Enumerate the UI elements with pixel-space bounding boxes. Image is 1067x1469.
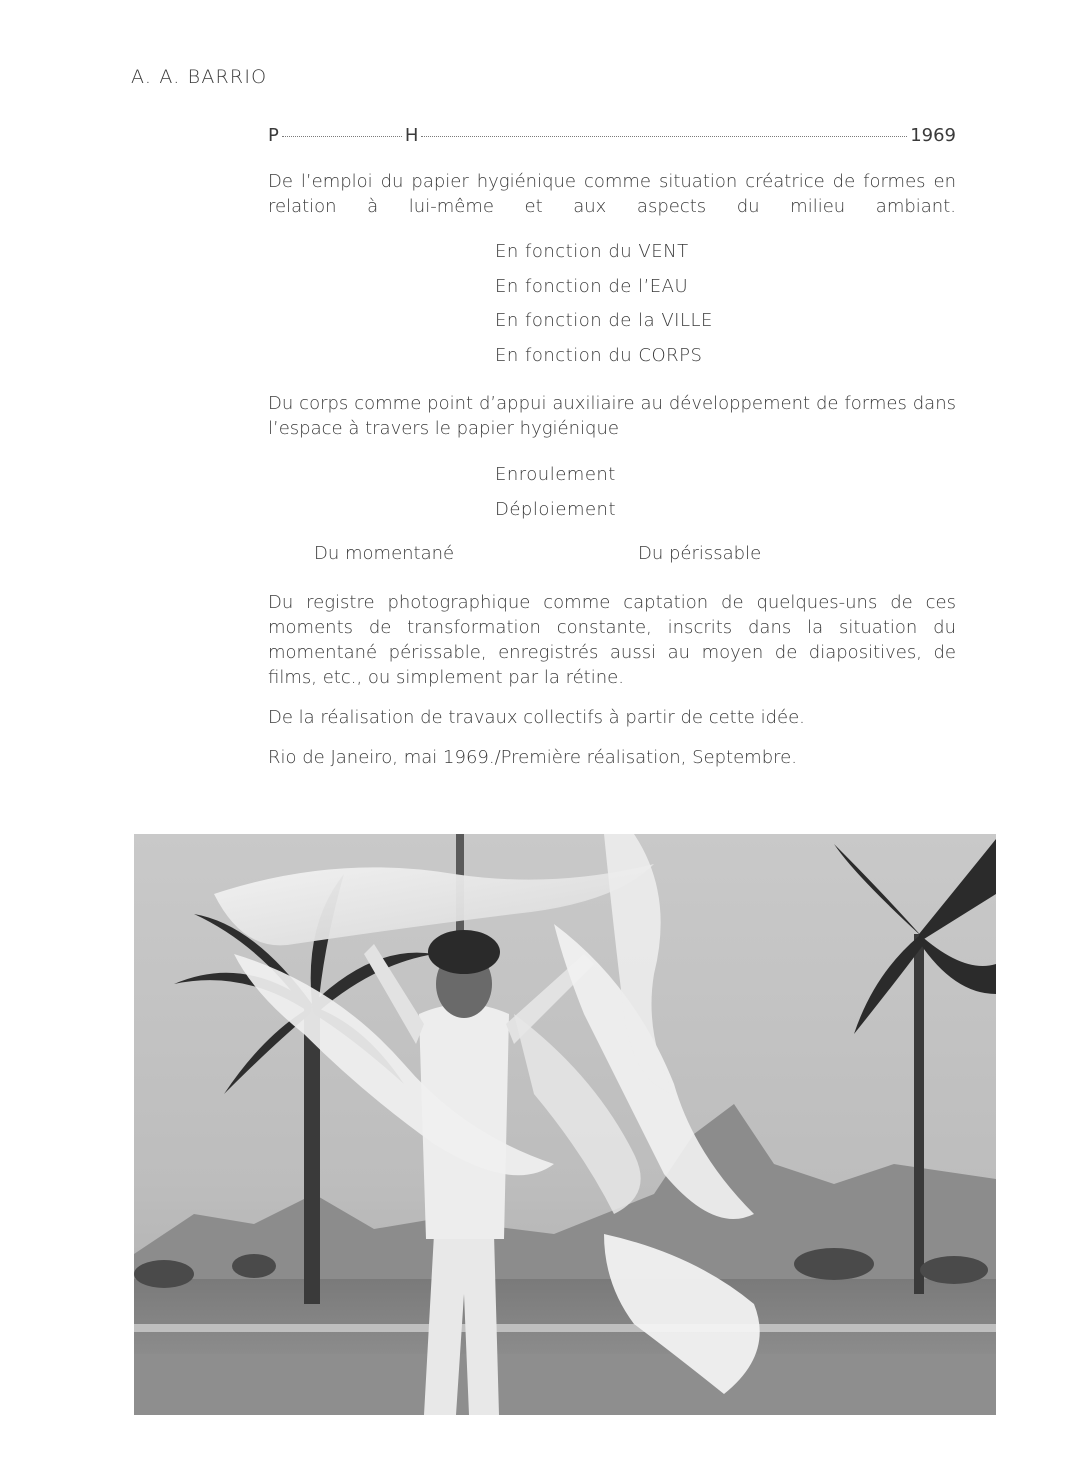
pair-left: Du momentané [314, 543, 455, 564]
paragraph-date-place: Rio de Janeiro, mai 1969./Première réalisation, Septembre. [268, 747, 797, 768]
paragraph-collective: De la réalisation de travaux collectifs à partir de cette idée. [268, 707, 805, 728]
code-letter-p: P [268, 125, 279, 146]
dotted-leader [282, 135, 402, 137]
functions-list [495, 235, 713, 373]
paragraph-intro: De l’emploi du papier hygiénique comme situation créatrice de formes en relation à lui-même et aux aspects du milieu ambiant. [268, 171, 956, 217]
list-item: En fonction de l’EAU [495, 275, 689, 297]
movements-list [495, 458, 616, 527]
title-code-line [268, 123, 956, 148]
dotted-leader [421, 135, 907, 137]
list-item: En fonction de la VILLE [495, 310, 713, 331]
list-item: Déploiement [495, 498, 617, 520]
list-item: Enroulement [495, 464, 616, 485]
list-item: En fonction du VENT [495, 241, 689, 262]
code-year: 1969 [910, 125, 956, 146]
list-item: En fonction du CORPS [495, 344, 703, 366]
code-letter-h: H [404, 125, 419, 146]
pair-right: Du périssable [638, 543, 762, 564]
paragraph-body: Du corps comme point d’appui auxiliaire au développement de formes dans l’espace à travers le papier hygiénique [268, 393, 956, 439]
photo-illustration [134, 834, 996, 1415]
performance-photo [134, 834, 996, 1415]
paragraph-photographic: Du registre photographique comme captation de quelques-uns de ces moments de transformation constante, inscrits dans la situation du momentané périssable, enregistrés aussi au moyen de diapositives, de films, etc., ou simplement par la rétine. [268, 592, 956, 688]
author-name: A. A. BARRIO [131, 66, 268, 88]
